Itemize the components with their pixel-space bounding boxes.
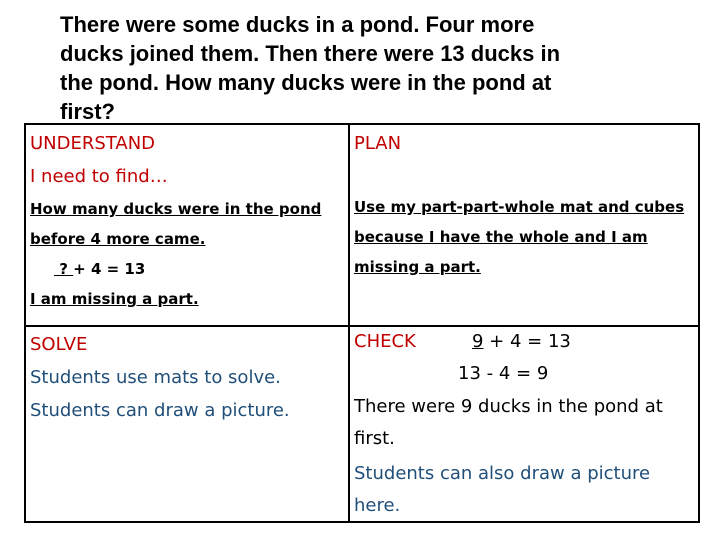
plan-answer-line: because I have the whole and I am (354, 228, 648, 246)
plan-answer-line: missing a part. (354, 258, 481, 276)
check-heading: CHECK (354, 331, 416, 352)
problem-line: the pond. How many ducks were in the pond at (60, 70, 552, 95)
problem-line: ducks joined them. Then there were 13 ducks in (60, 41, 561, 66)
problem-solving-table (24, 123, 700, 523)
understand-heading: UNDERSTAND (30, 133, 156, 154)
plan-cell (354, 129, 694, 282)
check-answer-line: There were 9 ducks in the pond at (354, 396, 663, 417)
equation-rest: + 4 = 13 (73, 260, 146, 278)
understand-prompt: I need to find… (30, 166, 168, 187)
table-divider-vertical (348, 125, 350, 521)
check-extra-line: Students can also draw a picture (354, 463, 651, 484)
understand-note: I am missing a part. (30, 290, 199, 308)
understand-answer-line: before 4 more came. (30, 230, 206, 248)
understand-answer-line: How many ducks were in the pond (30, 200, 322, 218)
solve-heading: SOLVE (30, 334, 88, 355)
word-problem (60, 10, 660, 126)
check-eq-rest: + 4 = 13 (483, 331, 571, 352)
plan-answer-line: Use my part-part-whole mat and cubes (354, 198, 685, 216)
check-answer-line: first. (354, 428, 395, 449)
check-heading-row (354, 327, 698, 357)
solve-line: Students can draw a picture. (30, 400, 290, 421)
problem-line: There were some ducks in a pond. Four more (60, 12, 535, 37)
solve-line: Students use mats to solve. (30, 367, 281, 388)
check-cell (354, 327, 698, 521)
check-equation-2: 13 - 4 = 9 (458, 363, 549, 384)
equation-blank: ? (54, 260, 74, 278)
understand-equation (30, 254, 342, 284)
check-eq-first: 9 (472, 331, 484, 352)
plan-heading: PLAN (354, 133, 402, 154)
solve-cell (30, 330, 342, 426)
check-extra-line: here. (354, 495, 401, 516)
problem-line: first? (60, 99, 115, 124)
understand-cell (30, 129, 342, 314)
check-equation-1 (472, 327, 571, 357)
